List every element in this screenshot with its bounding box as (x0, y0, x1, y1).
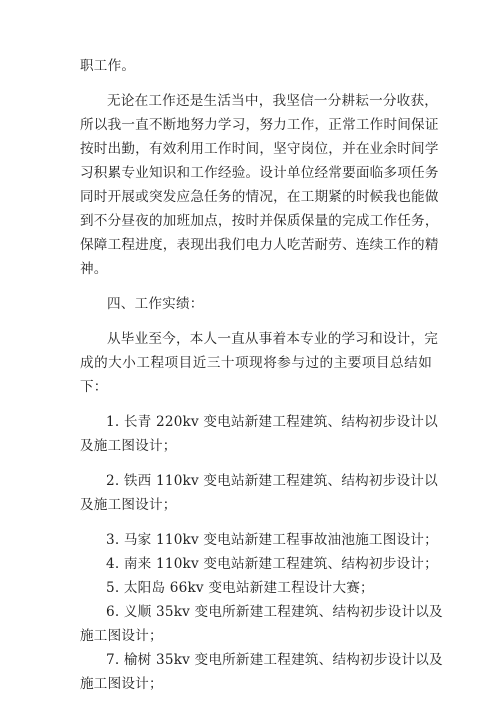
list-item-continuation: 及施工图设计； (80, 438, 177, 454)
paragraph-line: 从毕业至今，本人一直从事着本专业的学习和设计，完 (107, 331, 439, 347)
list-item: 2. 铁西 110kv 变电站新建工程建筑、结构初步设计以 (106, 473, 438, 489)
list-item-continuation: 施工图设计； (80, 676, 163, 692)
paragraph-line: 成的大小工程项目近三十项现将参与过的主要项目总结如 (80, 355, 432, 371)
list-item-continuation: 及施工图设计； (80, 497, 177, 513)
paragraph-line: 到不分昼夜的加班加点，按时并保质保量的完成工作任务， (80, 213, 439, 229)
list-item-continuation: 施工图设计； (80, 628, 163, 644)
paragraph-line: 保障工程进度，表现出我们电力人吃苦耐劳、连续工作的精 (80, 237, 439, 253)
paragraph-line: 无论在工作还是生活当中，我坚信一分耕耘一分收获， (107, 93, 439, 109)
section-heading: 四、工作实绩： (107, 296, 204, 312)
paragraph-line: 按时出勤，有效利用工作时间，坚守岗位，并在业余时间学 (80, 141, 439, 157)
list-item: 7. 榆树 35kv 变电所新建工程建筑、结构初步设计以及 (106, 652, 443, 668)
list-item: 6. 义顺 35kv 变电所新建工程建筑、结构初步设计以及 (106, 604, 443, 620)
list-item: 1. 长青 220kv 变电站新建工程建筑、结构初步设计以 (106, 414, 438, 430)
paragraph-line: 所以我一直不断地努力学习，努力工作，正常工作时间保证 (80, 117, 439, 133)
list-item: 4. 南来 110kv 变电站新建工程建筑、结构初步设计； (106, 556, 438, 572)
paragraph-line: 习积累专业知识和工作经验。设计单位经常要面临多项任务 (80, 165, 439, 181)
paragraph-line: 同时开展或突发应急任务的情况，在工期紧的时候我也能做 (80, 189, 439, 205)
list-item: 5. 太阳岛 66kv 变电站新建工程设计大赛； (106, 580, 374, 596)
paragraph-line: 职工作。 (80, 58, 136, 74)
paragraph-line: 下： (80, 379, 108, 395)
paragraph-line: 神。 (80, 261, 108, 277)
list-item: 3. 马家 110kv 变电站新建工程事故油池施工图设计； (106, 532, 438, 548)
